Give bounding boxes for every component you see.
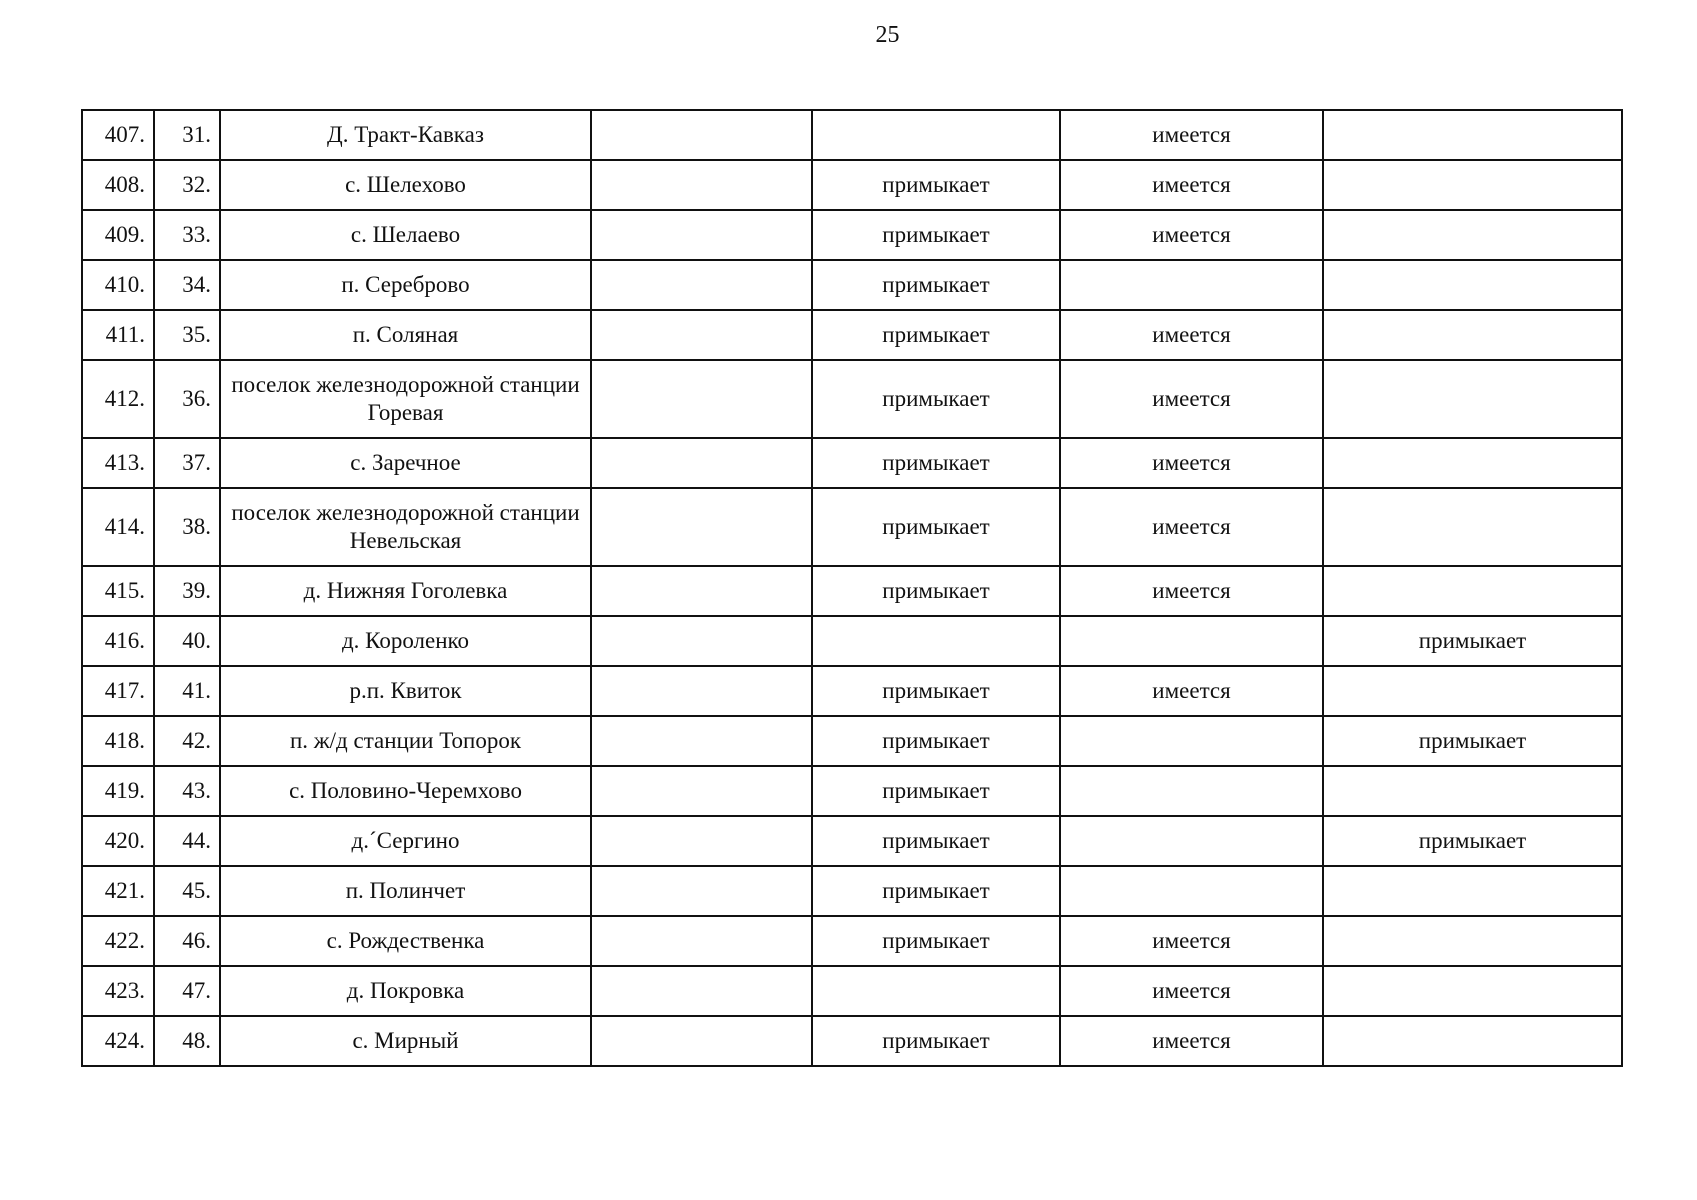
column-6-cell: имеется bbox=[1060, 916, 1323, 966]
local-number-cell: 35. bbox=[154, 310, 220, 360]
row-number-cell: 416. bbox=[82, 616, 154, 666]
row-number-cell: 422. bbox=[82, 916, 154, 966]
column-6-cell bbox=[1060, 260, 1323, 310]
row-number-cell: 418. bbox=[82, 716, 154, 766]
column-5-cell bbox=[812, 616, 1060, 666]
page-number: 25 bbox=[875, 22, 900, 48]
local-number-cell: 36. bbox=[154, 360, 220, 438]
local-number-cell: 40. bbox=[154, 616, 220, 666]
settlement-name-cell: с. Мирный bbox=[220, 1016, 591, 1066]
row-number-cell: 412. bbox=[82, 360, 154, 438]
column-7-cell bbox=[1323, 1016, 1622, 1066]
table-row bbox=[82, 816, 1622, 866]
column-6-cell: имеется bbox=[1060, 310, 1323, 360]
column-7-cell: примыкает bbox=[1323, 816, 1622, 866]
column-6-cell bbox=[1060, 766, 1323, 816]
column-4-cell bbox=[591, 210, 812, 260]
local-number-cell: 48. bbox=[154, 1016, 220, 1066]
column-5-cell: примыкает bbox=[812, 766, 1060, 816]
column-7-cell bbox=[1323, 488, 1622, 566]
column-4-cell bbox=[591, 260, 812, 310]
column-5-cell: примыкает bbox=[812, 866, 1060, 916]
column-5-cell: примыкает bbox=[812, 360, 1060, 438]
local-number-cell: 33. bbox=[154, 210, 220, 260]
column-5-cell bbox=[812, 110, 1060, 160]
row-number-cell: 417. bbox=[82, 666, 154, 716]
column-4-cell bbox=[591, 566, 812, 616]
row-number-cell: 419. bbox=[82, 766, 154, 816]
settlement-name-cell: д. Нижняя Гоголевка bbox=[220, 566, 591, 616]
settlements-table bbox=[81, 109, 1623, 1067]
column-5-cell: примыкает bbox=[812, 1016, 1060, 1066]
row-number-cell: 410. bbox=[82, 260, 154, 310]
settlement-name-cell: п. Сереброво bbox=[220, 260, 591, 310]
column-4-cell bbox=[591, 360, 812, 438]
table-row bbox=[82, 616, 1622, 666]
column-7-cell bbox=[1323, 160, 1622, 210]
column-7-cell bbox=[1323, 916, 1622, 966]
local-number-cell: 46. bbox=[154, 916, 220, 966]
column-6-cell: имеется bbox=[1060, 110, 1323, 160]
table-row bbox=[82, 438, 1622, 488]
column-6-cell: имеется bbox=[1060, 566, 1323, 616]
column-5-cell: примыкает bbox=[812, 438, 1060, 488]
local-number-cell: 47. bbox=[154, 966, 220, 1016]
row-number-cell: 408. bbox=[82, 160, 154, 210]
settlement-name-cell: д. Покровка bbox=[220, 966, 591, 1016]
settlement-name-cell: Д. Тракт-Кавказ bbox=[220, 110, 591, 160]
settlement-name-cell: поселок железнодорожной станции Невельская bbox=[220, 488, 591, 566]
table-row bbox=[82, 916, 1622, 966]
column-5-cell: примыкает bbox=[812, 310, 1060, 360]
row-number-cell: 424. bbox=[82, 1016, 154, 1066]
settlement-name-cell: с. Шелехово bbox=[220, 160, 591, 210]
column-4-cell bbox=[591, 766, 812, 816]
table-row bbox=[82, 1016, 1622, 1066]
settlement-name-cell: с. Рождественка bbox=[220, 916, 591, 966]
column-6-cell: имеется bbox=[1060, 210, 1323, 260]
column-5-cell: примыкает bbox=[812, 160, 1060, 210]
local-number-cell: 34. bbox=[154, 260, 220, 310]
table-row bbox=[82, 160, 1622, 210]
row-number-cell: 413. bbox=[82, 438, 154, 488]
column-7-cell: примыкает bbox=[1323, 616, 1622, 666]
column-5-cell: примыкает bbox=[812, 488, 1060, 566]
settlement-name-cell: с. Заречное bbox=[220, 438, 591, 488]
settlement-name-cell: п. Полинчет bbox=[220, 866, 591, 916]
settlement-name-cell: с. Половино-Черемхово bbox=[220, 766, 591, 816]
column-5-cell: примыкает bbox=[812, 210, 1060, 260]
local-number-cell: 39. bbox=[154, 566, 220, 616]
local-number-cell: 41. bbox=[154, 666, 220, 716]
settlement-name-cell: д.´Сергино bbox=[220, 816, 591, 866]
row-number-cell: 421. bbox=[82, 866, 154, 916]
table-body bbox=[82, 110, 1622, 1066]
column-7-cell bbox=[1323, 566, 1622, 616]
column-4-cell bbox=[591, 716, 812, 766]
table-row bbox=[82, 766, 1622, 816]
row-number-cell: 407. bbox=[82, 110, 154, 160]
local-number-cell: 37. bbox=[154, 438, 220, 488]
column-6-cell: имеется bbox=[1060, 488, 1323, 566]
table-row bbox=[82, 488, 1622, 566]
local-number-cell: 42. bbox=[154, 716, 220, 766]
column-7-cell bbox=[1323, 210, 1622, 260]
settlement-name-cell: с. Шелаево bbox=[220, 210, 591, 260]
table-row bbox=[82, 716, 1622, 766]
column-4-cell bbox=[591, 816, 812, 866]
row-number-cell: 423. bbox=[82, 966, 154, 1016]
column-4-cell bbox=[591, 310, 812, 360]
column-6-cell: имеется bbox=[1060, 438, 1323, 488]
column-4-cell bbox=[591, 616, 812, 666]
table-row bbox=[82, 666, 1622, 716]
column-6-cell bbox=[1060, 616, 1323, 666]
column-4-cell bbox=[591, 160, 812, 210]
row-number-cell: 420. bbox=[82, 816, 154, 866]
column-7-cell bbox=[1323, 866, 1622, 916]
row-number-cell: 415. bbox=[82, 566, 154, 616]
table-row bbox=[82, 866, 1622, 916]
column-5-cell bbox=[812, 966, 1060, 1016]
settlement-name-cell: поселок железнодорожной станции Горевая bbox=[220, 360, 591, 438]
table-row bbox=[82, 360, 1622, 438]
column-6-cell: имеется bbox=[1060, 160, 1323, 210]
column-4-cell bbox=[591, 488, 812, 566]
column-5-cell: примыкает bbox=[812, 566, 1060, 616]
column-5-cell: примыкает bbox=[812, 716, 1060, 766]
row-number-cell: 409. bbox=[82, 210, 154, 260]
column-7-cell: примыкает bbox=[1323, 716, 1622, 766]
table-row bbox=[82, 210, 1622, 260]
settlement-name-cell: п. Соляная bbox=[220, 310, 591, 360]
column-5-cell: примыкает bbox=[812, 916, 1060, 966]
column-6-cell: имеется bbox=[1060, 966, 1323, 1016]
local-number-cell: 32. bbox=[154, 160, 220, 210]
column-6-cell bbox=[1060, 716, 1323, 766]
settlement-name-cell: р.п. Квиток bbox=[220, 666, 591, 716]
table-row bbox=[82, 966, 1622, 1016]
local-number-cell: 38. bbox=[154, 488, 220, 566]
column-7-cell bbox=[1323, 310, 1622, 360]
column-4-cell bbox=[591, 966, 812, 1016]
table-row bbox=[82, 110, 1622, 160]
local-number-cell: 44. bbox=[154, 816, 220, 866]
local-number-cell: 43. bbox=[154, 766, 220, 816]
column-6-cell bbox=[1060, 816, 1323, 866]
row-number-cell: 414. bbox=[82, 488, 154, 566]
column-7-cell bbox=[1323, 260, 1622, 310]
column-7-cell bbox=[1323, 966, 1622, 1016]
column-7-cell bbox=[1323, 360, 1622, 438]
column-6-cell: имеется bbox=[1060, 360, 1323, 438]
table-row bbox=[82, 310, 1622, 360]
local-number-cell: 31. bbox=[154, 110, 220, 160]
table-row bbox=[82, 260, 1622, 310]
column-4-cell bbox=[591, 866, 812, 916]
settlement-name-cell: д. Короленко bbox=[220, 616, 591, 666]
column-7-cell bbox=[1323, 666, 1622, 716]
column-7-cell bbox=[1323, 438, 1622, 488]
column-6-cell: имеется bbox=[1060, 1016, 1323, 1066]
column-5-cell: примыкает bbox=[812, 260, 1060, 310]
local-number-cell: 45. bbox=[154, 866, 220, 916]
row-number-cell: 411. bbox=[82, 310, 154, 360]
column-4-cell bbox=[591, 110, 812, 160]
column-4-cell bbox=[591, 438, 812, 488]
column-4-cell bbox=[591, 1016, 812, 1066]
table-row bbox=[82, 566, 1622, 616]
column-7-cell bbox=[1323, 766, 1622, 816]
column-6-cell bbox=[1060, 866, 1323, 916]
column-4-cell bbox=[591, 666, 812, 716]
settlement-name-cell: п. ж/д станции Топорок bbox=[220, 716, 591, 766]
column-4-cell bbox=[591, 916, 812, 966]
column-7-cell bbox=[1323, 110, 1622, 160]
column-5-cell: примыкает bbox=[812, 666, 1060, 716]
column-6-cell: имеется bbox=[1060, 666, 1323, 716]
column-5-cell: примыкает bbox=[812, 816, 1060, 866]
